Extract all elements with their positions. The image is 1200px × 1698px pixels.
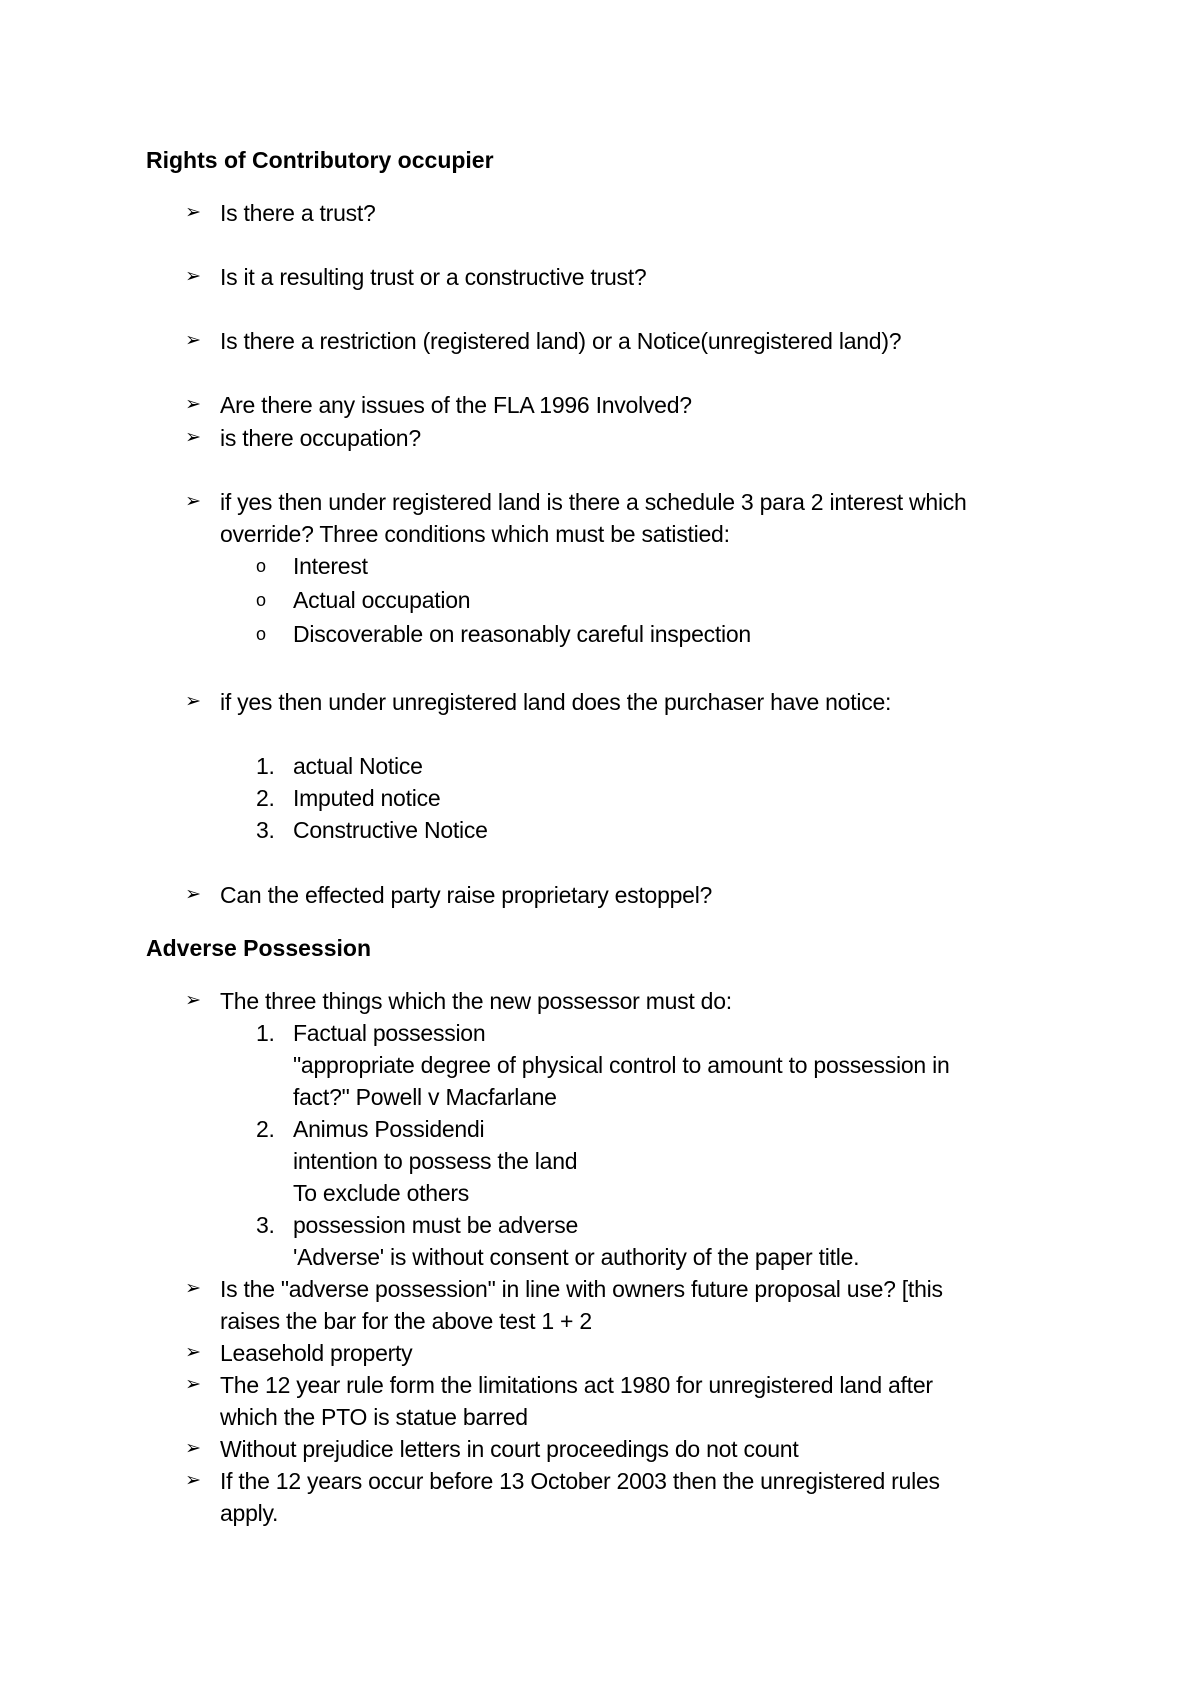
list-number: 1. — [256, 1020, 275, 1046]
arrow-bullet-icon: ➢ — [185, 1470, 201, 1491]
list-item-text: is there occupation? — [220, 425, 421, 451]
list-item-text: apply. — [220, 1500, 279, 1526]
list-item-text: Is there a trust? — [220, 200, 376, 226]
list-number: 3. — [256, 1212, 275, 1238]
arrow-bullet-icon: ➢ — [185, 202, 201, 223]
arrow-bullet-icon: ➢ — [185, 990, 201, 1011]
list-item-text: Without prejudice letters in court proceedings do not count — [220, 1436, 799, 1462]
sub-list-item-text: Interest — [293, 553, 368, 579]
numbered-item-text: possession must be adverse — [293, 1212, 578, 1238]
arrow-bullet-icon: ➢ — [185, 1342, 201, 1363]
list-item-text: Is the "adverse possession" in line with owners future proposal use? [this — [220, 1276, 943, 1302]
arrow-bullet-icon: ➢ — [185, 691, 201, 712]
list-item-text: Is it a resulting trust or a constructive trust? — [220, 264, 647, 290]
list-item-text: if yes then under unregistered land does the purchaser have notice: — [220, 689, 892, 715]
sub-list-item-text: Actual occupation — [293, 587, 471, 613]
circle-bullet-icon: o — [256, 590, 266, 610]
list-item-text: if yes then under registered land is there a schedule 3 para 2 interest which — [220, 489, 967, 515]
arrow-bullet-icon: ➢ — [185, 1374, 201, 1395]
numbered-item-text: fact?" Powell v Macfarlane — [293, 1084, 557, 1110]
list-item-text: Are there any issues of the FLA 1996 Involved? — [220, 392, 692, 418]
list-number: 2. — [256, 785, 275, 811]
list-number: 3. — [256, 817, 275, 843]
circle-bullet-icon: o — [256, 556, 266, 576]
arrow-bullet-icon: ➢ — [185, 1438, 201, 1459]
list-item-text: raises the bar for the above test 1 + 2 — [220, 1308, 592, 1334]
list-item-text: Can the effected party raise proprietary estoppel? — [220, 882, 713, 908]
arrow-bullet-icon: ➢ — [185, 491, 201, 512]
arrow-bullet-icon: ➢ — [185, 1278, 201, 1299]
list-item-text: If the 12 years occur before 13 October 2003 then the unregistered rules — [220, 1468, 940, 1494]
arrow-bullet-icon: ➢ — [185, 394, 201, 415]
list-item-text: The three things which the new possessor must do: — [220, 988, 732, 1014]
list-number: 1. — [256, 753, 275, 779]
arrow-bullet-icon: ➢ — [185, 427, 201, 448]
list-item-text: override? Three conditions which must be satistied: — [220, 521, 730, 547]
arrow-bullet-icon: ➢ — [185, 884, 201, 905]
list-number: 2. — [256, 1116, 275, 1142]
numbered-item-text: Constructive Notice — [293, 817, 488, 843]
arrow-bullet-icon: ➢ — [185, 330, 201, 351]
numbered-item-text: intention to possess the land — [293, 1148, 578, 1174]
list-item-text: The 12 year rule form the limitations act 1980 for unregistered land after — [220, 1372, 933, 1398]
numbered-item-text: "appropriate degree of physical control to amount to possession in — [293, 1052, 950, 1078]
numbered-item-text: To exclude others — [293, 1180, 470, 1206]
list-item-text: which the PTO is statue barred — [220, 1404, 528, 1430]
list-item-text: Leasehold property — [220, 1340, 413, 1366]
numbered-item-text: Animus Possidendi — [293, 1116, 485, 1142]
numbered-item-text: 'Adverse' is without consent or authority of the paper title. — [293, 1244, 860, 1270]
sub-list-item-text: Discoverable on reasonably careful inspection — [293, 621, 751, 647]
arrow-bullet-icon: ➢ — [185, 266, 201, 287]
numbered-item-text: actual Notice — [293, 753, 423, 779]
section-heading-adverse: Adverse Possession — [146, 935, 372, 961]
list-item-text: Is there a restriction (registered land) or a Notice(unregistered land)? — [220, 328, 902, 354]
numbered-item-text: Imputed notice — [293, 785, 441, 811]
numbered-item-text: Factual possession — [293, 1020, 486, 1046]
section-heading-contributory: Rights of Contributory occupier — [146, 147, 494, 173]
circle-bullet-icon: o — [256, 624, 266, 644]
